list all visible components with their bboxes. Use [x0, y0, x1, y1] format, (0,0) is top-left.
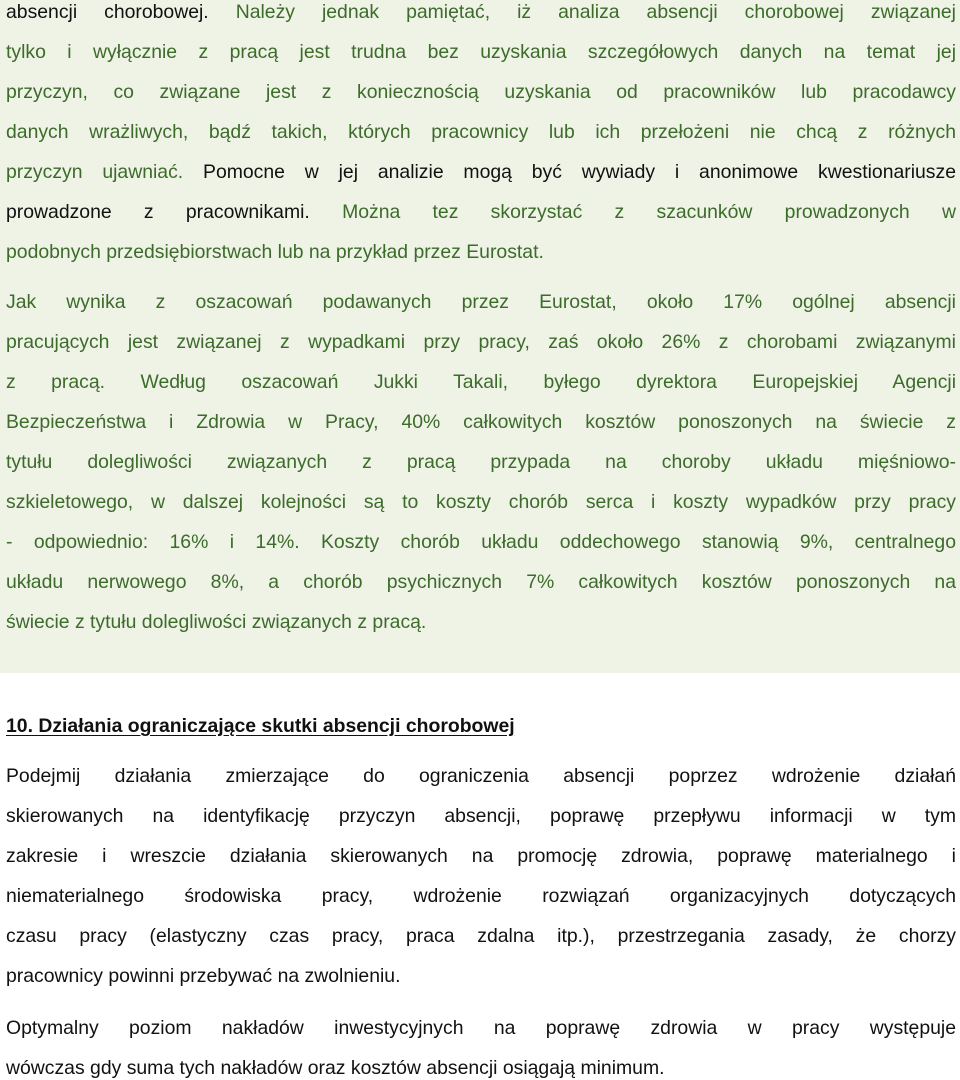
text-line: Jak wynika z oszacowań podawanych przez Eurostat, około 17% ogólnej absencji [6, 291, 956, 313]
text-line: danych wrażliwych, bądź takich, których pracownicy lub ich przełożeni nie chcą z różnych [6, 121, 956, 143]
text-line: Bezpieczeństwa i Zdrowia w Pracy, 40% całkowitych kosztów ponoszonych na świecie z [6, 411, 956, 433]
text-line: tytułu dolegliwości związanych z pracą przypada na choroby układu mięśniowo- [6, 451, 956, 473]
text-line: czasu pracy (elastyczny czas pracy, praca zdalna itp.), przestrzegania zasady, że chorzy [6, 925, 956, 947]
text-line: - odpowiednio: 16% i 14%. Koszty chorób układu oddechowego stanowią 9%, centralnego [6, 531, 956, 553]
text-line: Optymalny poziom nakładów inwestycyjnych na poprawę zdrowia w pracy występuje [6, 1017, 956, 1039]
text-line [6, 0, 956, 32]
paragraph-absence-analysis [6, 0, 956, 272]
paragraph-eurostat-estimates [6, 282, 956, 642]
text-line: tylko i wyłącznie z pracą jest trudna bez uzyskania szczegółowych danych na temat jej [6, 41, 956, 63]
text-segment: absencji chorobowej. [6, 1, 236, 23]
text-segment-green: Należy jednak pamiętać, iż analiza absencji chorobowej związanej [235, 1, 956, 23]
paragraph-optimal-investment [6, 1008, 956, 1080]
text-line: z pracą. Według oszacowań Jukki Takali, byłego dyrektora Europejskiej Agencji [6, 371, 956, 393]
section-heading: 10. Działania ograniczające skutki absencji chorobowej [6, 715, 515, 737]
text-segment-green: Można tez skorzystać z szacunków prowadzonych w [342, 201, 956, 223]
text-line [6, 152, 956, 192]
text-line: niematerialnego środowiska pracy, wdrożenie rozwiązań organizacyjnych dotyczących [6, 885, 956, 907]
text-line: zakresie i wreszcie działania skierowanych na promocję zdrowia, poprawę materialnego i [6, 845, 956, 867]
text-line: pracujących jest związanej z wypadkami przy pracy, zaś około 26% z chorobami związanymi [6, 331, 956, 353]
text-segment: Pomocne w jej analizie mogą być wywiady i anonimowe kwestionariusze [203, 161, 956, 183]
text-segment-green: przyczyn ujawniać. [6, 161, 204, 183]
text-line: skierowanych na identyfikację przyczyn absencji, poprawę przepływu informacji w tym [6, 805, 956, 827]
text-segment: prowadzone z pracownikami. [6, 201, 343, 223]
text-line: układu nerwowego 8%, a chorób psychicznych 7% całkowitych kosztów ponoszonych na [6, 571, 956, 593]
paragraph-actions [6, 756, 956, 996]
text-line: szkieletowego, w dalszej kolejności są to koszty chorób serca i koszty wypadków przy pracy [6, 491, 956, 513]
text-line: świecie z tytułu dolegliwości związanych z pracą. [6, 611, 427, 633]
text-line: Podejmij działania zmierzające do ograniczenia absencji poprzez wdrożenie działań [6, 765, 956, 787]
text-line: wówczas gdy suma tych nakładów oraz kosztów absencji osiągają minimum. [6, 1057, 665, 1079]
text-line [6, 192, 956, 232]
text-line: pracownicy powinni przebywać na zwolnieniu. [6, 965, 401, 987]
text-line: przyczyn, co związane jest z koniecznością uzyskania od pracowników lub pracodawcy [6, 81, 956, 103]
text-line: podobnych przedsiębiorstwach lub na przykład przez Eurostat. [6, 241, 544, 263]
